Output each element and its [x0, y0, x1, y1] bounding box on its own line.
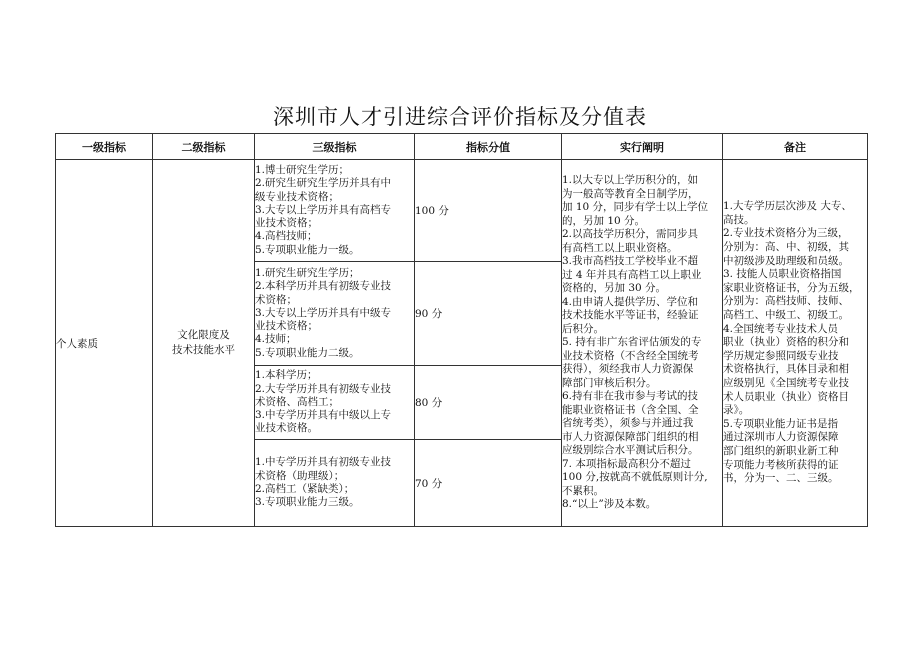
level3-cell	[255, 440, 415, 527]
header-score: 指标分值	[415, 134, 562, 160]
note-line: 6.持有非在我市参与考试的技	[562, 390, 699, 403]
level2-line: 技术技能水平	[172, 344, 235, 356]
note-line: 4.由申请人提供学历、学位和	[562, 295, 699, 308]
note-line: 资格的，另加 30 分。	[562, 282, 667, 295]
remark-line: 5.专项职业能力证书是指	[723, 417, 839, 430]
note-line: 技术技能水平等证书，经验证	[562, 309, 699, 322]
remark-line: 高档工、中级工、初级工。	[723, 309, 849, 322]
note-line: 有高档工以上职业资格。	[562, 241, 678, 254]
remark-line: 1.大专学历层次涉及 大专、	[723, 200, 852, 213]
level3-cell	[255, 160, 415, 262]
note-line: 获得），须经我市人力资源保	[562, 363, 694, 376]
level1-cell: 个人素质	[56, 160, 153, 527]
remark-line: 专项能力考核所获得的证	[723, 458, 839, 471]
note-line: 5. 持有非广东省评估颁发的专	[562, 336, 702, 349]
level3-cell	[255, 366, 415, 440]
remark-line: 应级别见《全国统考专业技	[723, 376, 849, 389]
evaluation-table	[55, 133, 868, 527]
header-level1: 一级指标	[56, 134, 153, 160]
remark-line: 分别为：高、中、初级，其	[723, 241, 849, 254]
remark-line: 术资格执行，具体目录和相	[723, 363, 849, 376]
note-line: 能职业资格证书（含全国、全	[562, 403, 699, 416]
remark-line: 家职业资格证书，分为五级，	[723, 281, 860, 294]
criteria-line: 术资格；	[255, 293, 297, 306]
criteria-line: 5.专项职业能力一级。	[255, 243, 360, 256]
criteria-line: 2.高档工（紧缺类）；	[255, 483, 355, 495]
note-line: 3.我市高档技工学校毕业不超	[562, 255, 699, 268]
note-line: 8.“以上”涉及本数。	[562, 498, 657, 511]
note-line: 1.以大专以上学历积分的，如	[562, 174, 699, 187]
note-line: 后积分。	[562, 322, 604, 335]
header-level3: 三级指标	[255, 134, 415, 160]
criteria-line: 1.本科学历；	[255, 369, 318, 382]
header-level2: 二级指标	[153, 134, 255, 160]
header-remarks: 备注	[723, 134, 868, 160]
criteria-line: 5.专项职业能力二级。	[255, 346, 360, 359]
criteria-line: 术资格（助理级）；	[255, 469, 345, 482]
criteria-line: 1.博士研究生学历；	[255, 163, 350, 176]
note-line: 加 10 分，同步有学士以上学位	[562, 201, 709, 214]
note-line: 7. 本项指标最高积分不超过	[562, 457, 691, 470]
criteria-line: 业技术资格。	[255, 422, 318, 435]
criteria-line: 2.研究生研究生学历并具有中	[255, 177, 392, 190]
remark-line: 学历规定参照同级专业技	[723, 349, 839, 362]
criteria-line: 3.大专以上学历并具有高档专	[255, 203, 392, 216]
table-header-row	[56, 134, 868, 160]
remark-line: 中初级涉及助理级和员级。	[723, 254, 849, 267]
score-cell: 80 分	[415, 366, 562, 440]
criteria-line: 2.本科学历并具有初级专业技	[255, 280, 392, 293]
remark-line: 职业（执业）资格的积分和	[723, 336, 849, 349]
level2-cell	[153, 160, 255, 527]
criteria-line: 3.专项职业能力三级。	[255, 496, 360, 509]
remarks-cell	[723, 160, 868, 527]
page-title: 深圳市人才引进综合评价指标及分值表	[273, 105, 647, 129]
note-line: 障部门审核后积分。	[562, 376, 657, 389]
score-cell: 70 分	[415, 440, 562, 527]
notes-cell	[562, 160, 723, 527]
score-cell: 90 分	[415, 262, 562, 366]
criteria-line: 1.中专学历并具有初级专业技	[255, 456, 392, 469]
table-row	[56, 160, 868, 262]
note-line: 业技术资格（不含经全国统考	[562, 349, 699, 362]
remark-line: 通过深圳市人力资源保障	[723, 431, 839, 444]
remark-line: 书，分为一、二、三级。	[723, 472, 839, 485]
remark-line: 4.全国统考专业技术人员	[723, 322, 839, 335]
note-line: 应级别综合水平测试后积分。	[562, 444, 699, 457]
criteria-line: 术资格、高档工；	[255, 395, 339, 408]
level3-cell	[255, 262, 415, 366]
criteria-line: 3.大专以上学历并具有中级专	[255, 306, 392, 319]
criteria-line: 4.高档技师；	[255, 230, 318, 243]
level2-line: 文化限度及	[177, 329, 230, 341]
criteria-line: 2.大专学历并具有初级专业技	[255, 382, 392, 395]
remark-line: 分别为：高档技师、技师、	[723, 295, 849, 308]
remark-line: 高技。	[723, 213, 755, 226]
criteria-line: 级专业技术资格；	[255, 190, 339, 203]
note-line: 2.以高技学历积分，需同步具	[562, 228, 699, 241]
note-line: 不累积。	[562, 484, 604, 497]
criteria-line: 业技术资格；	[255, 217, 318, 230]
criteria-line: 1.研究生研究生学历；	[255, 266, 360, 279]
remark-line: 术人员职业（执业）资格目	[723, 390, 849, 403]
note-line: 省统考类），须参与并通过我	[562, 417, 694, 430]
criteria-line: 业技术资格；	[255, 320, 318, 333]
criteria-line: 4.技师；	[255, 333, 297, 346]
remark-line: 录》。	[723, 404, 750, 417]
remark-line: 部门组织的新职业新工种	[723, 444, 839, 457]
remark-line: 2.专业技术资格分为三级，	[723, 227, 849, 240]
note-line: 过 4 年并具有高档工以上职业	[562, 268, 702, 281]
header-notes: 实行阐明	[562, 134, 723, 160]
note-line: 的，另加 10 分。	[562, 214, 646, 227]
note-line: 市人力资源保障部门组织的相	[562, 430, 699, 443]
remark-line: 3. 技能人员职业资格指国	[723, 268, 842, 281]
note-line: 100 分,按就高不就低原则计分,	[562, 471, 708, 484]
note-line: 为一般高等教育全日制学历，	[562, 187, 699, 200]
criteria-line: 3.中专学历并具有中级以上专	[255, 409, 392, 422]
score-cell: 100 分	[415, 160, 562, 262]
